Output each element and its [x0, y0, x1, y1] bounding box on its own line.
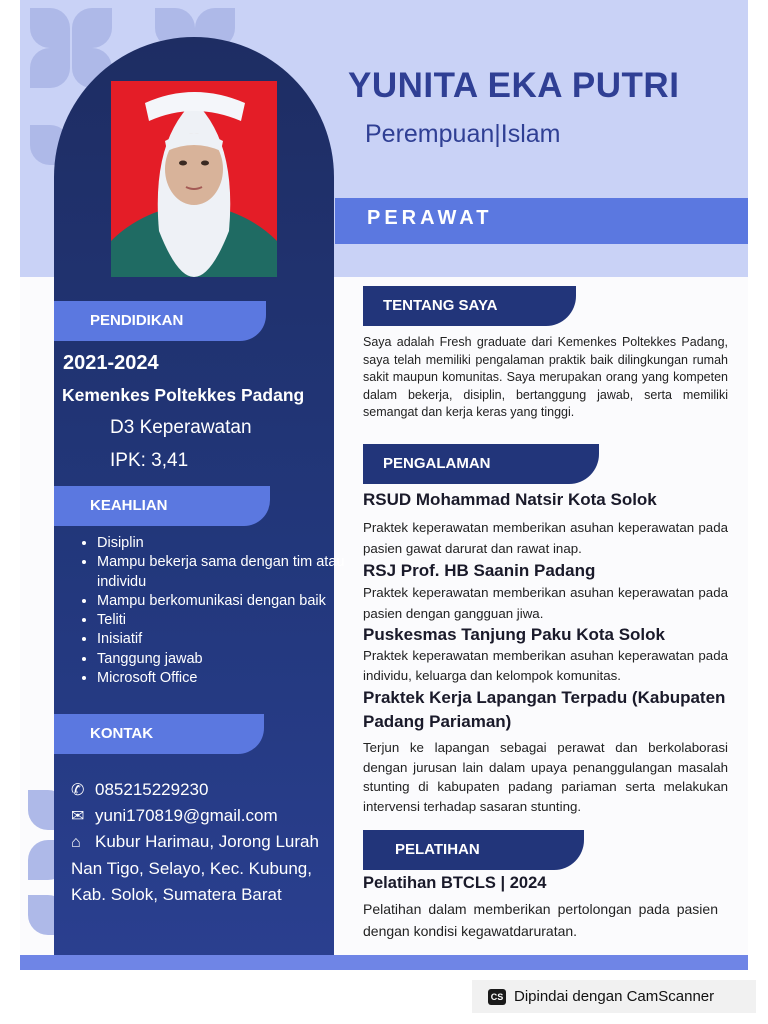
training-title: Pelatihan BTCLS | 2024 [363, 874, 547, 892]
section-header-skills: KEAHLIAN [54, 486, 270, 526]
camscanner-icon: CS [488, 989, 506, 1005]
contact-email [71, 803, 351, 830]
person-portrait-icon [111, 81, 277, 277]
address-text: Kubur Harimau, Jorong Lurah Nan Tigo, Selayo, Kec. Kubung, Kab. Solok, Sumatera Barat [71, 832, 319, 904]
person-subtitle [365, 120, 560, 149]
cv-page [20, 0, 748, 970]
skill-item: • Microsoft Office [97, 669, 357, 688]
education-program: D3 Keperawatan [110, 417, 252, 438]
section-header-contact: KONTAK [54, 714, 264, 754]
contact-phone [71, 777, 351, 804]
phone-number: 085215229230 [95, 780, 209, 799]
camscanner-label: Dipindai dengan CamScanner [514, 988, 715, 1005]
skills-list [82, 534, 357, 688]
education-years: 2021-2024 [63, 352, 159, 374]
contact-address [71, 829, 351, 908]
person-name: YUNITA EKA PUTRI [348, 66, 680, 105]
skill-item: • Inisiatif [97, 630, 357, 649]
section-header-education: PENDIDIKAN [54, 301, 266, 341]
experience-desc: Terjun ke lapangan sebagai perawat dan berkolaborasi dengan jurusan lain dalam upaya penanggulangan masalah stunting di kabupaten padang pariaman serta melakukan intervensi terhadap sasaran stunting. [363, 740, 728, 814]
email-address: yuni170819@gmail.com [95, 806, 278, 825]
gender-text: Perempuan [365, 120, 495, 148]
petal-decoration [30, 48, 70, 88]
religion-text: Islam [500, 120, 561, 148]
experience-desc: Praktek keperawatan memberikan asuhan keperawatan pada pasien gawat darurat dan rawat inap. [363, 520, 728, 556]
petal-decoration [30, 8, 70, 48]
phone-icon: ✆ [71, 782, 85, 799]
experience-title: RSUD Mohammad Natsir Kota Solok [363, 490, 657, 509]
section-header-about: TENTANG SAYA [363, 286, 576, 326]
petal-decoration [72, 8, 112, 48]
profile-photo [111, 81, 277, 277]
skill-item: • Mampu berkomunikasi dengan baik [97, 592, 357, 611]
subtitle-separator: | [494, 120, 501, 148]
experience-title: Praktek Kerja Lapangan Terpadu (Kabupaten Padang Pariaman) [363, 688, 726, 731]
experience-title: Puskesmas Tanjung Paku Kota Solok [363, 625, 665, 644]
experience-desc: Praktek keperawatan memberikan asuhan keperawatan pada pasien dengan gangguan jiwa. [363, 585, 728, 621]
mail-icon: ✉ [71, 808, 85, 825]
camscanner-badge [472, 980, 756, 1013]
role-title: PERAWAT [367, 207, 493, 229]
skill-item: • Tanggung jawab [97, 650, 357, 669]
experience-title: RSJ Prof. HB Saanin Padang [363, 561, 596, 580]
home-icon: ⌂ [71, 834, 81, 851]
education-institution: Kemenkes Poltekkes Padang [62, 385, 305, 405]
section-header-experience: PENGALAMAN [363, 444, 599, 484]
about-text: Saya adalah Fresh graduate dari Kemenkes Poltekkes Padang, saya telah memiliki pengalaman praktik baik dilingkungan rumah sakit maupun komunitas. Saya merupakan orang yang kompeten dalam bekerja, disiplin, bertanggung jawab, serta memiliki semangat dan kerja keras yang tinggi. [363, 335, 728, 419]
skill-item: • Disiplin [97, 534, 357, 553]
bottom-bar [20, 955, 748, 970]
skill-item: • Mampu bekerja sama dengan tim atau individu [97, 553, 357, 592]
education-gpa: IPK: 3,41 [110, 450, 189, 471]
section-header-training: PELATIHAN [363, 830, 584, 870]
training-desc: Pelatihan dalam memberikan pertolongan pada pasien dengan kondisi kegawatdaruratan. [363, 901, 718, 939]
skill-item: • Teliti [97, 611, 357, 630]
experience-desc: Praktek keperawatan memberikan asuhan keperawatan pada individu, keluarga dan kelompok komunitas. [363, 648, 728, 683]
